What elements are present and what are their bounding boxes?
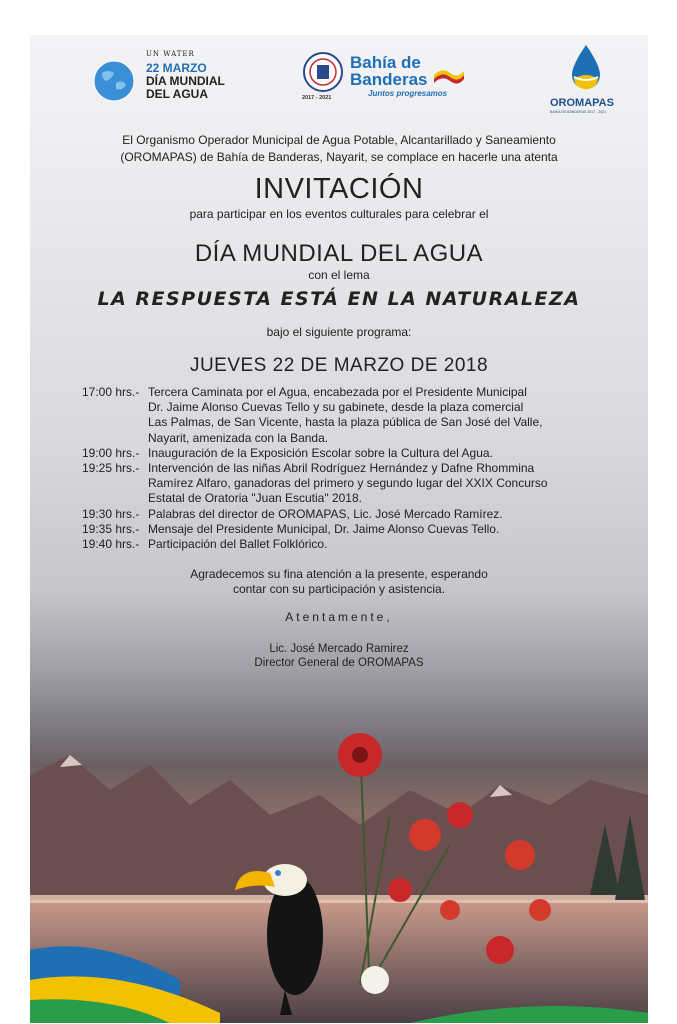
motto-text: LA RESPUESTA ESTÁ EN LA NATURALEZA	[97, 288, 581, 310]
program-time: 19:00 hrs.-	[82, 445, 140, 460]
motto-intro: con el lema	[308, 268, 370, 282]
oromapas-sub: BAHÍA DE BANDERAS 2017 - 2021	[550, 110, 607, 114]
oromapas-logo	[548, 43, 628, 115]
program-line: Tercera Caminata por el Agua, encabezada por el Presidente Municipal	[148, 385, 527, 399]
program-line: Estatal de Oratoria "Juan Escutia" 2018.	[148, 491, 362, 506]
event-date: JUEVES 22 DE MARZO DE 2018	[189, 355, 489, 376]
program-time: 19:30 hrs.-	[82, 506, 140, 521]
program-line: Mensaje del Presidente Municipal, Dr. Jaime Alonso Cuevas Tello.	[148, 521, 500, 536]
bahia-line1: Bahía de	[350, 53, 421, 72]
mountain-range	[30, 755, 648, 905]
shoreline	[30, 895, 648, 903]
bahia-slogan: Juntos progresamos	[368, 89, 448, 98]
dia-line3: DEL AGUA	[146, 87, 209, 101]
ayuntamiento-years: 2017 - 2021	[302, 95, 332, 101]
un-water-label: UN WATER	[146, 50, 195, 58]
municipal-seal-icon	[302, 51, 344, 95]
program-time: 19:35 hrs.-	[82, 521, 140, 536]
dia-mundial-agua-logo	[92, 47, 242, 107]
program-item	[82, 507, 642, 522]
program-intro: bajo el siguiente programa:	[266, 325, 412, 339]
program-desc	[148, 385, 642, 446]
program-line: Palabras del director de OROMAPAS, Lic. José Mercado Ramírez.	[148, 506, 503, 521]
program-line: Intervención de las niñas Abril Rodríguez Hernández y Dafne Rhommina	[148, 461, 535, 476]
thanks-paragraph	[30, 567, 648, 597]
program-list	[82, 385, 642, 552]
program-line: Dr. Jaime Alonso Cuevas Tello y su gabinete, desde la plaza comercial	[148, 400, 524, 415]
intro-line-2: (OROMAPAS) de Bahía de Banderas, Nayarit, se complace en hacerle una atenta	[120, 150, 558, 164]
program-desc	[148, 507, 642, 522]
intro-paragraph	[30, 132, 648, 166]
program-line: Las Palmas, de San Vicente, hasta la plaza pública de San José del Valle,	[148, 415, 543, 430]
bahia-line2: Banderas	[350, 70, 428, 89]
invitation-title: INVITACIÓN	[254, 173, 424, 205]
program-desc	[148, 461, 642, 507]
oromapas-name: OROMAPAS	[550, 97, 614, 109]
signer-title: Director General de OROMAPAS	[254, 657, 424, 669]
program-time: 19:40 hrs.-	[82, 537, 140, 552]
program-line: Participación del Ballet Folklórico.	[148, 537, 328, 552]
dia-line1: 22 MARZO	[146, 61, 207, 75]
water-drop-icon	[566, 43, 606, 93]
program-time: 17:00 hrs.-	[82, 385, 140, 399]
intro-line-1: El Organismo Operador Municipal de Agua Potable, Alcantarillado y Saneamiento	[122, 133, 556, 147]
ayuntamiento-seal	[302, 51, 344, 107]
program-item	[82, 446, 642, 461]
program-time: 19:25 hrs.-	[82, 461, 140, 476]
program-line: Ramírez Alfaro, ganadoras del primero y segundo lugar del XXIX Concurso	[148, 476, 548, 491]
program-desc	[148, 537, 642, 552]
thanks-line-1: Agradecemos su fina atención a la presente, esperando	[190, 567, 488, 581]
program-item	[82, 522, 642, 537]
landscape-scene	[30, 695, 648, 1023]
thanks-line-2: contar con su participación y asistencia.	[232, 582, 446, 596]
sincerely: Atentamente,	[285, 610, 393, 624]
program-desc	[148, 522, 642, 537]
program-item	[82, 461, 642, 507]
dia-line2: DÍA MUNDIAL	[146, 74, 225, 88]
program-line: Inauguración de la Exposición Escolar sobre la Cultura del Agua.	[148, 445, 493, 460]
participate-text: para participar en los eventos culturales para celebrar el	[189, 207, 489, 221]
signer-name: Lic. José Mercado Ramirez	[269, 643, 409, 655]
globe-icon	[92, 59, 136, 103]
bahia-banderas-logo	[350, 53, 470, 103]
flag-icon	[432, 69, 466, 87]
invitation-poster	[30, 35, 648, 1023]
program-desc	[148, 446, 642, 461]
program-line: Nayarit, amenizada con la Banda.	[148, 430, 329, 445]
signature-block	[30, 642, 648, 670]
event-title: DÍA MUNDIAL DEL AGUA	[194, 240, 484, 267]
program-item	[82, 385, 642, 446]
program-item	[82, 537, 642, 552]
